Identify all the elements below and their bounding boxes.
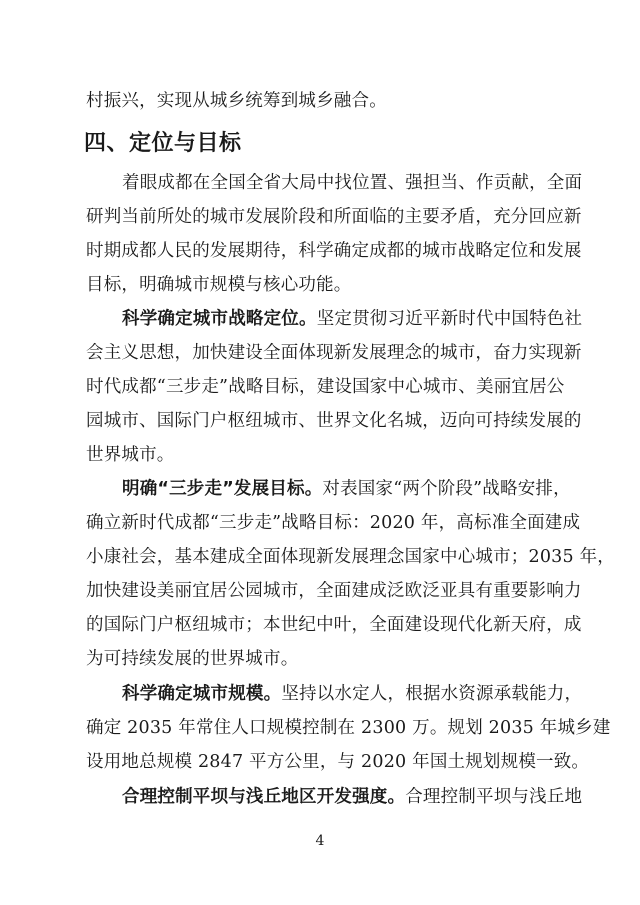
- paragraph-4-line-3: 设用地总规模 2847 平方公里，与 2020 年国土规划规模一致。: [86, 752, 590, 772]
- paragraph-4-line-1: [122, 682, 582, 706]
- paragraph-1-line-3: 时期成都人民的发展期待，科学确定成都的城市战略定位和发展: [86, 241, 582, 261]
- paragraph-5-lead: 合理控制平坝与浅丘地区开发强度。: [122, 787, 406, 807]
- paragraph-3-line-1: [122, 477, 571, 501]
- paragraph-1-line-2: 研判当前所处的城市发展阶段和所面临的主要矛盾，充分回应新: [86, 207, 582, 227]
- paragraph-2-lead: 科学确定城市战略定位。: [122, 309, 317, 329]
- paragraph-2-line-4: 园城市、国际门户枢纽城市、世界文化名城，迈向可持续发展的: [86, 411, 582, 431]
- page-number: 4: [315, 833, 325, 849]
- paragraph-1-line-4: 目标，明确城市规模与核心功能。: [86, 275, 352, 295]
- paragraph-2-line-3: 时代成都“三步走”战略目标，建设国家中心城市、美丽宜居公: [86, 377, 565, 397]
- paragraph-3-line-5: 的国际门户枢纽城市；本世纪中叶，全面建设现代化新天府，成: [86, 615, 582, 635]
- paragraph-3-line-4: 加快建设美丽宜居公园城市，全面建成泛欧泛亚具有重要影响力: [86, 581, 582, 601]
- section-heading: 四、定位与目标: [84, 131, 242, 156]
- paragraph-1-line-1: 着眼成都在全国全省大局中找位置、强担当、作贡献，全面: [122, 173, 583, 193]
- paragraph-2-line-2: 会主义思想，加快建设全面体现新发展理念的城市，奋力实现新: [86, 343, 582, 363]
- paragraph-3-line-2: 确立新时代成都“三步走”战略目标：2020 年，高标准全面建成: [86, 513, 581, 533]
- paragraph-4-text: 坚持以水定人，根据水资源承载能力，: [281, 684, 583, 704]
- text-line: 村振兴，实现从城乡统筹到城乡融合。: [86, 91, 387, 111]
- paragraph-3-text: 对表国家“两个阶段”战略安排，: [322, 479, 571, 499]
- paragraph-2-line-5: 世界城市。: [86, 445, 175, 465]
- paragraph-5-line-1: [122, 785, 582, 809]
- paragraph-5-text: 合理控制平坝与浅丘地: [405, 787, 583, 807]
- paragraph-2-text: 坚定贯彻习近平新时代中国特色社: [316, 309, 583, 329]
- paragraph-4-lead: 科学确定城市规模。: [122, 684, 282, 704]
- paragraph-3-line-6: 为可持续发展的世界城市。: [86, 649, 299, 669]
- paragraph-3-line-3: 小康社会，基本建成全面体现新发展理念国家中心城市；2035 年，: [86, 547, 615, 567]
- paragraph-2-line-1: [122, 307, 582, 331]
- paragraph-3-lead: 明确“三步走”发展目标。: [122, 479, 323, 499]
- paragraph-4-line-2: 确定 2035 年常住人口规模控制在 2300 万。规划 2035 年城乡建: [86, 718, 611, 738]
